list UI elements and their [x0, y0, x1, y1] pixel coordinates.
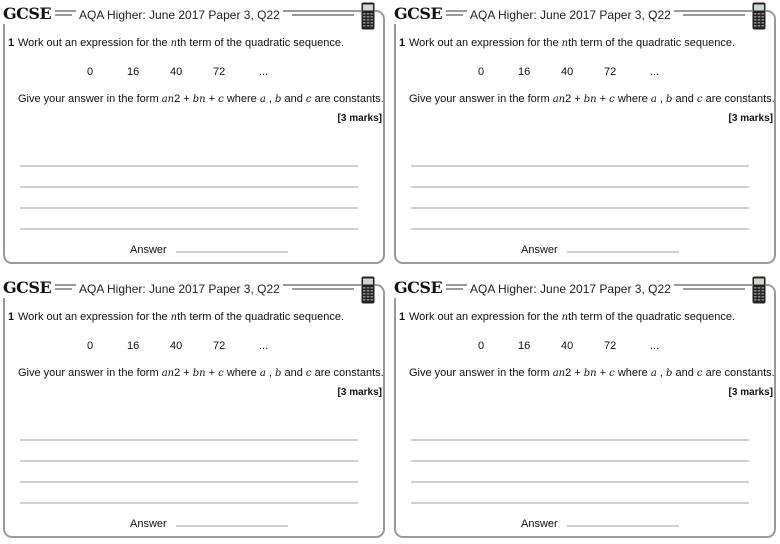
question-number: 1 [399, 37, 406, 49]
question-source: AQA Higher: June 2017 Paper 3, Q22 [76, 281, 283, 297]
gcse-logo: GCSE [394, 4, 446, 24]
answer-line[interactable] [567, 525, 679, 527]
sequence-term: 0 [87, 340, 94, 352]
sequence-term: 40 [561, 340, 574, 352]
working-line [20, 502, 358, 504]
working-line [20, 228, 358, 230]
working-line [20, 460, 358, 462]
sequence-term: 0 [87, 66, 94, 78]
marks-label: [3 marks] [337, 113, 382, 124]
sequence-term: ... [259, 66, 269, 78]
instruction-text: Give your answer in the form an2 + bn + c where a , b and c are constants. [409, 93, 775, 105]
working-line [411, 165, 749, 167]
instruction-text: Give your answer in the form an2 + bn + c where a , b and c are constants. [18, 93, 384, 105]
marks-label: [3 marks] [728, 387, 773, 398]
gcse-logo: GCSE [3, 4, 55, 24]
sequence-term: ... [650, 66, 660, 78]
calculator-icon [361, 276, 375, 304]
question-number: 1 [8, 311, 15, 323]
sequence-term: 40 [561, 66, 574, 78]
sequence-term: 72 [604, 340, 617, 352]
sequence-term: 72 [213, 66, 226, 78]
answer-line[interactable] [567, 251, 679, 253]
working-line [411, 439, 749, 441]
instruction-text: Give your answer in the form an2 + bn + c where a , b and c are constants. [409, 367, 775, 379]
calculator-icon [361, 2, 375, 30]
header-rule [683, 14, 745, 16]
sequence-term: 72 [604, 66, 617, 78]
question-text: Work out an expression for the nth term of the quadratic sequence. [18, 311, 345, 323]
answer-label: Answer [521, 244, 558, 256]
sequence-term: 16 [518, 66, 531, 78]
gcse-logo: GCSE [394, 278, 446, 298]
instruction-text: Give your answer in the form an2 + bn + c where a , b and c are constants. [18, 367, 384, 379]
gcse-logo: GCSE [3, 278, 55, 298]
calculator-icon [752, 276, 766, 304]
working-line [411, 228, 749, 230]
header-rule [292, 288, 354, 290]
working-line [20, 439, 358, 441]
sequence-term: 40 [170, 66, 183, 78]
marks-label: [3 marks] [728, 113, 773, 124]
question-card-1 [0, 0, 388, 270]
question-source: AQA Higher: June 2017 Paper 3, Q22 [467, 281, 674, 297]
calculator-icon [752, 2, 766, 30]
sequence-term: 0 [478, 66, 485, 78]
sequence-term: ... [650, 340, 660, 352]
working-line [20, 186, 358, 188]
question-text: Work out an expression for the nth term of the quadratic sequence. [18, 37, 345, 49]
working-line [20, 207, 358, 209]
answer-label: Answer [130, 518, 167, 530]
working-line [411, 186, 749, 188]
answer-label: Answer [130, 244, 167, 256]
question-text: Work out an expression for the nth term of the quadratic sequence. [409, 311, 736, 323]
sequence-term: ... [259, 340, 269, 352]
header-rule [683, 288, 745, 290]
sequence-term: 0 [478, 340, 485, 352]
sequence-term: 16 [127, 66, 140, 78]
question-text: Work out an expression for the nth term of the quadratic sequence. [409, 37, 736, 49]
answer-line[interactable] [176, 251, 288, 253]
header-rule [292, 14, 354, 16]
sequence-term: 16 [127, 340, 140, 352]
answer-label: Answer [521, 518, 558, 530]
question-card-3 [0, 274, 388, 544]
sequence-term: 16 [518, 340, 531, 352]
sequence-term: 72 [213, 340, 226, 352]
question-source: AQA Higher: June 2017 Paper 3, Q22 [467, 7, 674, 23]
working-line [20, 165, 358, 167]
question-number: 1 [399, 311, 406, 323]
working-line [411, 481, 749, 483]
question-number: 1 [8, 37, 15, 49]
marks-label: [3 marks] [337, 387, 382, 398]
working-line [411, 502, 749, 504]
working-line [411, 460, 749, 462]
question-card-2 [391, 0, 779, 270]
working-line [411, 207, 749, 209]
question-card-4 [391, 274, 779, 544]
sequence-term: 40 [170, 340, 183, 352]
question-source: AQA Higher: June 2017 Paper 3, Q22 [76, 7, 283, 23]
working-line [20, 481, 358, 483]
answer-line[interactable] [176, 525, 288, 527]
